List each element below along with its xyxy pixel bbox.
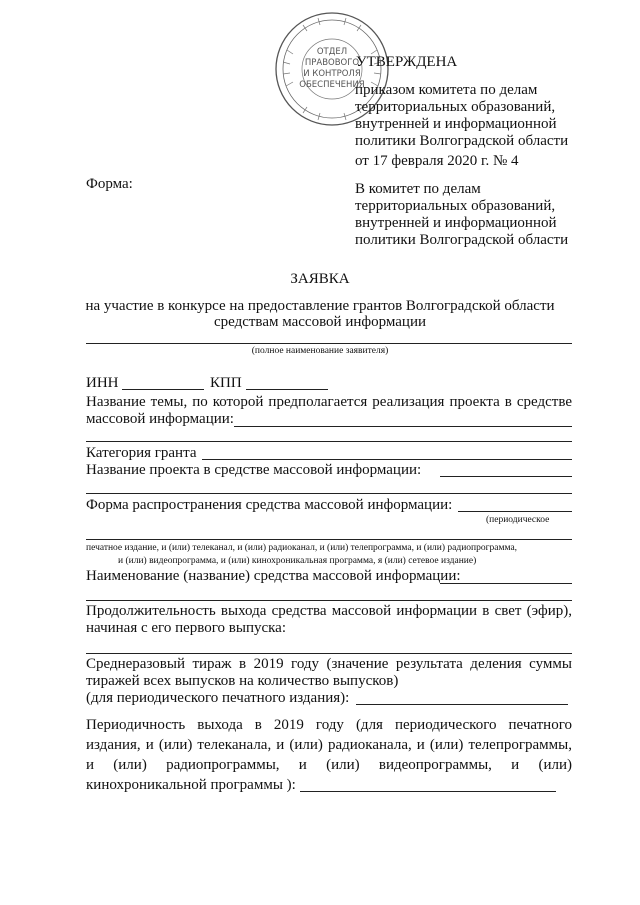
kpp-field[interactable]: [246, 389, 328, 390]
category-field[interactable]: [202, 459, 572, 460]
applicant-caption: (полное наименование заявителя): [251, 346, 389, 356]
topic-field-line2[interactable]: [86, 441, 572, 442]
duration-label: начиная с его первого выпуска:: [86, 620, 287, 636]
addressee-line: территориальных образований,: [355, 198, 556, 214]
approval-line: приказом комитета по делам: [355, 82, 538, 98]
media-name-label: Наименование (название) средства массовой информации:: [86, 568, 461, 584]
circulation-label: Среднеразовый тираж в 2019 году (значение результата деления суммы: [86, 656, 572, 672]
approval-line: внутренней и информационной: [355, 116, 557, 132]
stamp-line: ОБЕСПЕЧЕНИЯ: [299, 80, 365, 90]
media-name-field[interactable]: [440, 583, 572, 584]
topic-label: Название темы, по которой предполагается реализация проекта в средстве: [86, 394, 572, 410]
distribution-field[interactable]: [458, 511, 572, 512]
inn-label: ИНН: [86, 375, 119, 391]
periodicity-label: кинохроникальной программы ):: [86, 777, 296, 793]
circulation-label: (для периодического печатного издания):: [86, 690, 350, 706]
distribution-field-line2[interactable]: [86, 539, 572, 540]
media-name-field-line2[interactable]: [86, 600, 572, 601]
distribution-hint: и (или) видеопрограмма, и (или) кинохроникальная программа, я (или) сетевое издание): [118, 556, 477, 566]
applicant-name-field[interactable]: [86, 343, 572, 344]
topic-label: массовой информации:: [86, 411, 234, 427]
project-field[interactable]: [440, 476, 572, 477]
addressee-line: внутренней и информационной: [355, 215, 557, 231]
document-subtitle: на участие в конкурсе на предоставление грантов Волгоградской области: [85, 298, 555, 314]
distribution-hint: (периодическое: [486, 515, 550, 525]
distribution-label: Форма распространения средства массовой информации:: [86, 497, 453, 513]
periodicity-label: издания, и (или) телеканала, и (или) радиоканала, и (или) телепрограммы,: [86, 737, 572, 753]
periodicity-field[interactable]: [300, 791, 556, 792]
approval-line: политики Волгоградской области: [355, 133, 569, 149]
circulation-field[interactable]: [356, 704, 568, 705]
approval-title: УТВЕРЖДЕНА: [356, 54, 458, 70]
inn-field[interactable]: [122, 389, 204, 390]
duration-field[interactable]: [86, 653, 572, 654]
duration-label: Продолжительность выхода средства массовой информации в свет (эфир),: [86, 603, 572, 619]
kpp-label: КПП: [210, 375, 242, 391]
form-label: Форма:: [86, 176, 133, 192]
document-subtitle: средствам массовой информации: [213, 314, 427, 330]
topic-field[interactable]: [234, 426, 572, 427]
distribution-hint: печатное издание, и (или) телеканал, и (или) радиоканал, и (или) телепрограмма, и (или) радиопрограмма,: [86, 543, 518, 553]
stamp-line: И КОНТРОЛЯ: [303, 69, 361, 79]
document-title: ЗАЯВКА: [290, 271, 350, 287]
stamp-line: ПРАВОВОГО: [304, 58, 360, 68]
periodicity-label: и (или) радиопрограммы, и (или) видеопрограммы, и (или): [86, 757, 572, 773]
project-field-line2[interactable]: [86, 493, 572, 494]
category-label: Категория гранта: [86, 445, 197, 461]
circulation-label: тиражей всех выпусков на количество выпусков): [86, 673, 399, 689]
approval-date: от 17 февраля 2020 г. № 4: [355, 153, 519, 169]
addressee-line: В комитет по делам: [355, 181, 481, 197]
project-label: Название проекта в средстве массовой информации:: [86, 462, 422, 478]
addressee-line: политики Волгоградской области: [355, 232, 569, 248]
approval-line: территориальных образований,: [355, 99, 556, 115]
stamp-line: ОТДЕЛ: [316, 47, 348, 57]
periodicity-label: Периодичность выхода в 2019 году (для периодического печатного: [86, 717, 572, 733]
